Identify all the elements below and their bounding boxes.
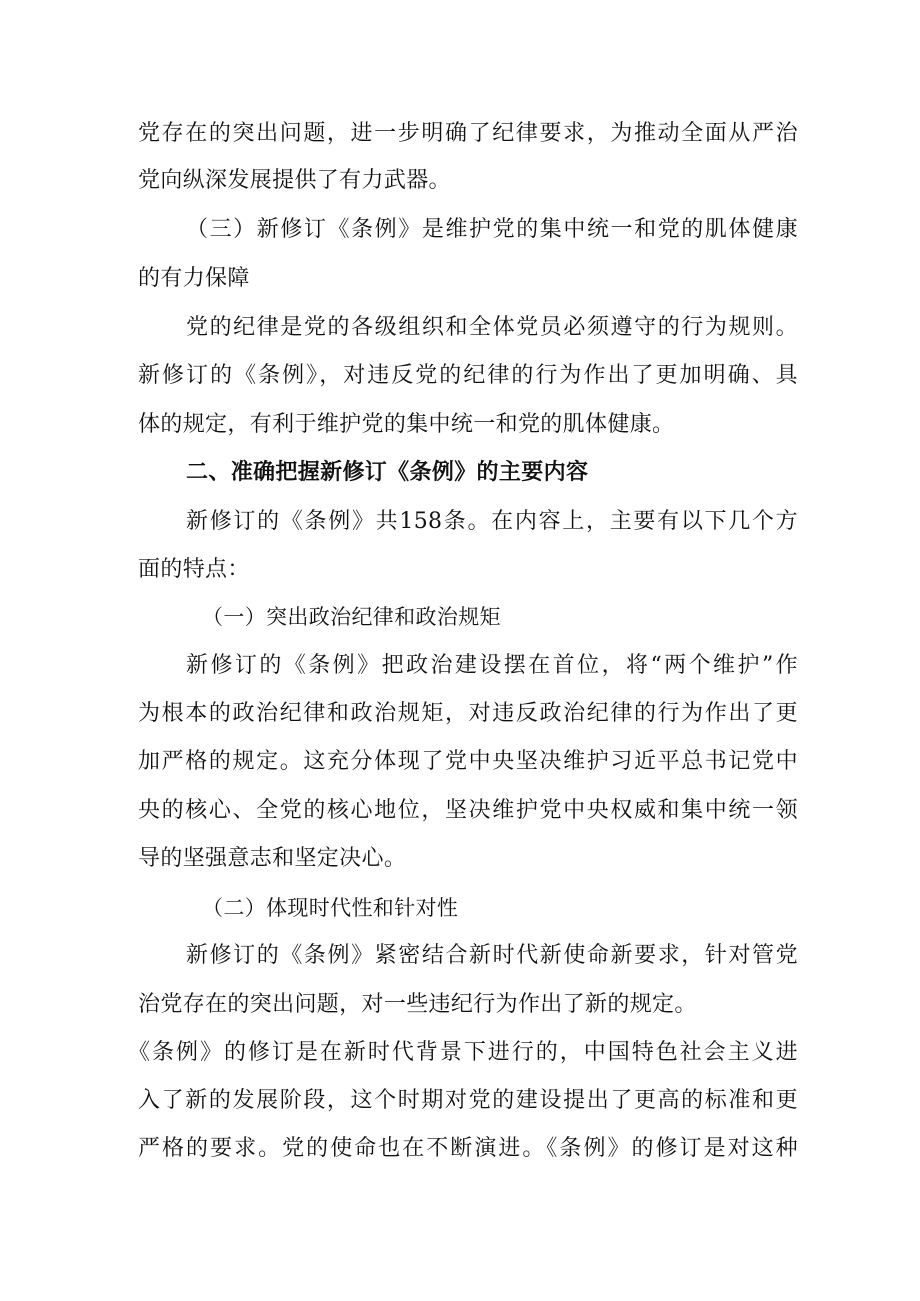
subsection-heading: （一）突出政治纪律和政治规矩	[202, 605, 501, 629]
paragraph-line: 新修订的《条例》把政治建设摆在首位，将“两个维护”作	[186, 653, 798, 678]
section-title-line: （三）新修订《条例》是维护党的集中统一和党的肌体健康	[186, 217, 798, 242]
paragraph-line: 入了新的发展阶段，这个时期对党的建设提出了更高的标准和更	[138, 1088, 798, 1113]
paragraph-line: 党的纪律是党的各级组织和全体党员必须遵守的行为规则。	[186, 315, 798, 340]
paragraph-line: 面的特点：	[138, 557, 250, 582]
paragraph-line: 央的核心、全党的核心地位，坚决维护党中央权威和集中统一领	[138, 798, 798, 823]
paragraph-line: 为根本的政治纪律和政治规矩，对违反政治纪律的行为作出了更	[138, 701, 798, 726]
paragraph-line: 党存在的突出问题，进一步明确了纪律要求，为推动全面从严治	[138, 121, 798, 146]
section-title-line: 的有力保障	[138, 266, 250, 291]
paragraph-line: 新修订的《条例》紧密结合新时代新使命新要求，针对管党	[186, 943, 798, 968]
paragraph-line: 新修订的《条例》，对违反党的纪律的行为作出了更加明确、具	[138, 363, 798, 388]
paragraph-line: 体的规定，有利于维护党的集中统一和党的肌体健康。	[138, 412, 675, 437]
paragraph-line: 新修订的《条例》共158条。在内容上，主要有以下几个方	[186, 509, 798, 534]
paragraph-line: 《条例》的修订是在新时代背景下进行的，中国特色社会主义进	[128, 1040, 798, 1065]
subsection-heading: （二）体现时代性和针对性	[202, 896, 459, 920]
paragraph-line: 治党存在的突出问题，对一些违纪行为作出了新的规定。	[138, 992, 697, 1017]
paragraph-line: 严格的要求。党的使命也在不断演进。《条例》的修订是对这种	[138, 1136, 798, 1161]
paragraph-line: 导的坚强意志和坚定决心。	[138, 846, 407, 871]
section-heading: 二、准确把握新修订《条例》的主要内容	[186, 460, 589, 485]
paragraph-line: 加严格的规定。这充分体现了党中央坚决维护习近平总书记党中	[138, 749, 798, 774]
paragraph-line: 党向纵深发展提供了有力武器。	[138, 168, 451, 193]
